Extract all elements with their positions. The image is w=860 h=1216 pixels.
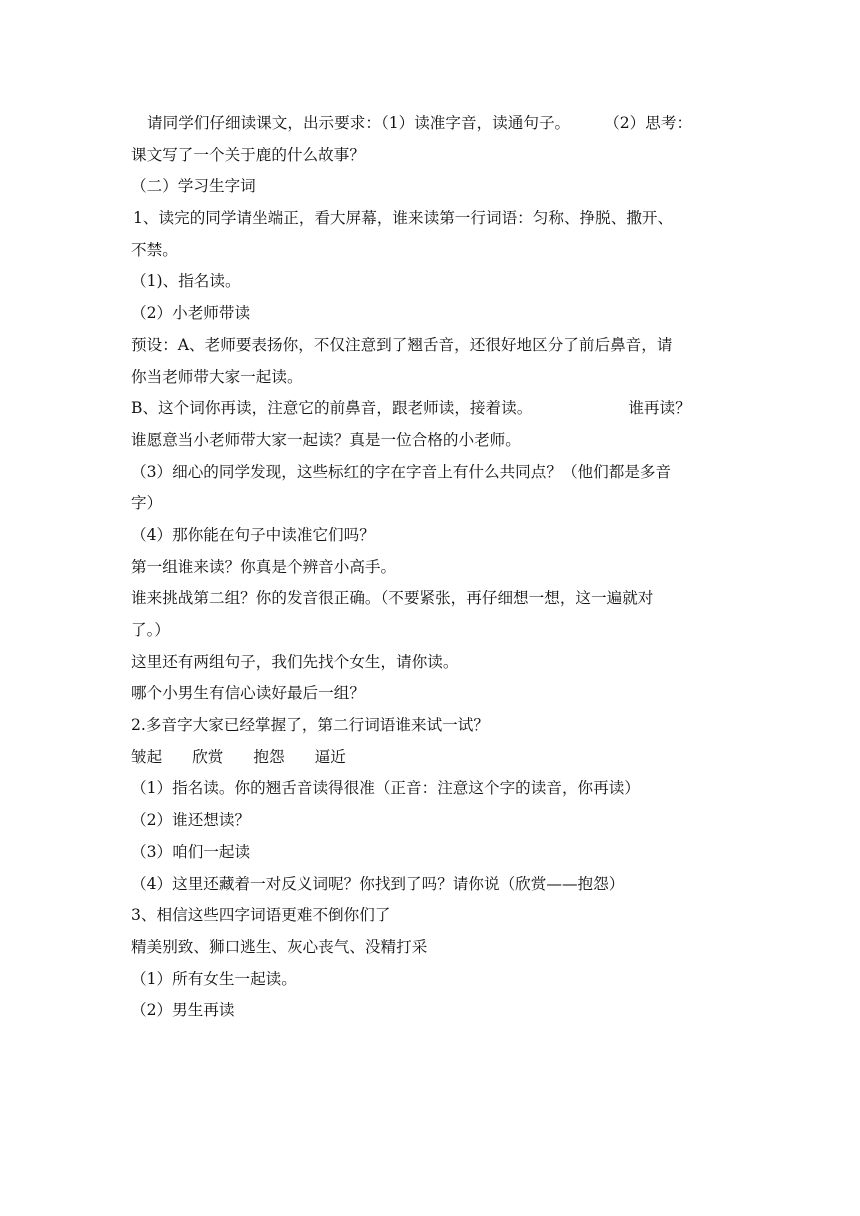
paragraph-line [131, 615, 743, 647]
vocab-word: 皱起 [131, 747, 163, 766]
list-item [131, 298, 743, 330]
paragraph-line [131, 235, 743, 267]
list-item [131, 837, 743, 869]
line-text: 3、相信这些四字词语更难不倒你们了 [131, 906, 391, 925]
line-text: （4）这里还藏着一对反义词呢？你找到了吗？请你说（欣赏——抱怨） [131, 874, 625, 893]
line-text: 不禁。 [131, 240, 178, 259]
line-text: 预设：A、老师要表扬你，不仅注意到了翘舌音，还很好地区分了前后鼻音，请 [131, 335, 673, 354]
list-item [131, 457, 743, 489]
line-text: 2.多音字大家已经掌握了，第二行词语谁来试一试？ [131, 716, 489, 735]
line-text: （3）细心的同学发现，这些标红的字在字音上有什么共同点？（他们都是多音 [131, 462, 672, 481]
line-text: B、这个词你再读，注意它的前鼻音，跟老师读，接着读。 [131, 399, 533, 418]
paragraph-line [131, 108, 743, 140]
line-text: 精美别致、狮口逃生、灰心丧气、没精打采 [131, 937, 428, 956]
paragraph-line [131, 140, 743, 172]
paragraph-line [131, 552, 743, 584]
line-text: 谁愿意当小老师带大家一起读？真是一位合格的小老师。 [131, 430, 521, 449]
line-text: 这里还有两组句子，我们先找个女生，请你读。 [131, 652, 459, 671]
list-item [131, 520, 743, 552]
list-item [131, 773, 743, 805]
line-text: 你当老师带大家一起读。 [131, 367, 303, 386]
line-text: （3）咱们一起读 [131, 842, 251, 861]
list-item [131, 266, 743, 298]
vocab-word: 逼近 [314, 747, 346, 766]
line-text: 谁来挑战第二组？你的发音很正确。（不要紧张，再仔细想一想，这一遍就对 [131, 589, 654, 608]
paragraph-line [131, 678, 743, 710]
line-text: （2）小老师带读 [131, 304, 251, 323]
paragraph-line [131, 647, 743, 679]
paragraph-line [131, 203, 743, 235]
section-heading [131, 171, 743, 203]
line-text: （1）所有女生一起读。 [131, 969, 297, 988]
paragraph-line [131, 362, 743, 394]
paragraph-line [131, 393, 743, 425]
list-item [131, 869, 743, 901]
document-body [131, 108, 743, 1027]
paragraph-line [131, 932, 743, 964]
paragraph-line [131, 583, 743, 615]
vocab-word: 抱怨 [253, 747, 285, 766]
line-text-continued: （2）思考： [604, 114, 693, 132]
paragraph-line [131, 488, 743, 520]
line-text: （2）谁还想读？ [131, 811, 251, 830]
paragraph-line [131, 900, 743, 932]
paragraph-line [131, 425, 743, 457]
line-text: （二）学习生字词 [131, 177, 256, 196]
line-text: 第一组谁来读？你真是个辨音小高手。 [131, 557, 397, 576]
list-item [131, 805, 743, 837]
line-text: 哪个小男生有信心读好最后一组？ [131, 684, 365, 703]
vocabulary-row [131, 742, 743, 774]
line-text: （1）指名读。你的翘舌音读得很准（正音：注意这个字的读音，你再读） [131, 779, 640, 798]
line-text: 了。） [131, 621, 170, 639]
paragraph-line [131, 710, 743, 742]
list-item [131, 995, 743, 1027]
paragraph-line [131, 330, 743, 362]
list-item [131, 964, 743, 996]
line-text: 字） [131, 494, 163, 513]
line-text: （1)、指名读。 [131, 272, 241, 291]
line-text: 1、读完的同学请坐端正，看大屏幕，谁来读第一行词语：匀称、挣脱、撒开、 [133, 209, 674, 228]
line-text: （4）那你能在句子中读准它们吗？ [131, 525, 375, 544]
vocab-word: 欣赏 [192, 747, 224, 766]
line-text-continued: 谁再读？ [628, 399, 691, 418]
line-text: （2）男生再读 [131, 1001, 235, 1020]
line-text: 课文写了一个关于鹿的什么故事？ [131, 145, 365, 164]
line-text: 请同学们仔细读课文，出示要求：（1）读准字音，读通句子。 [147, 114, 571, 132]
